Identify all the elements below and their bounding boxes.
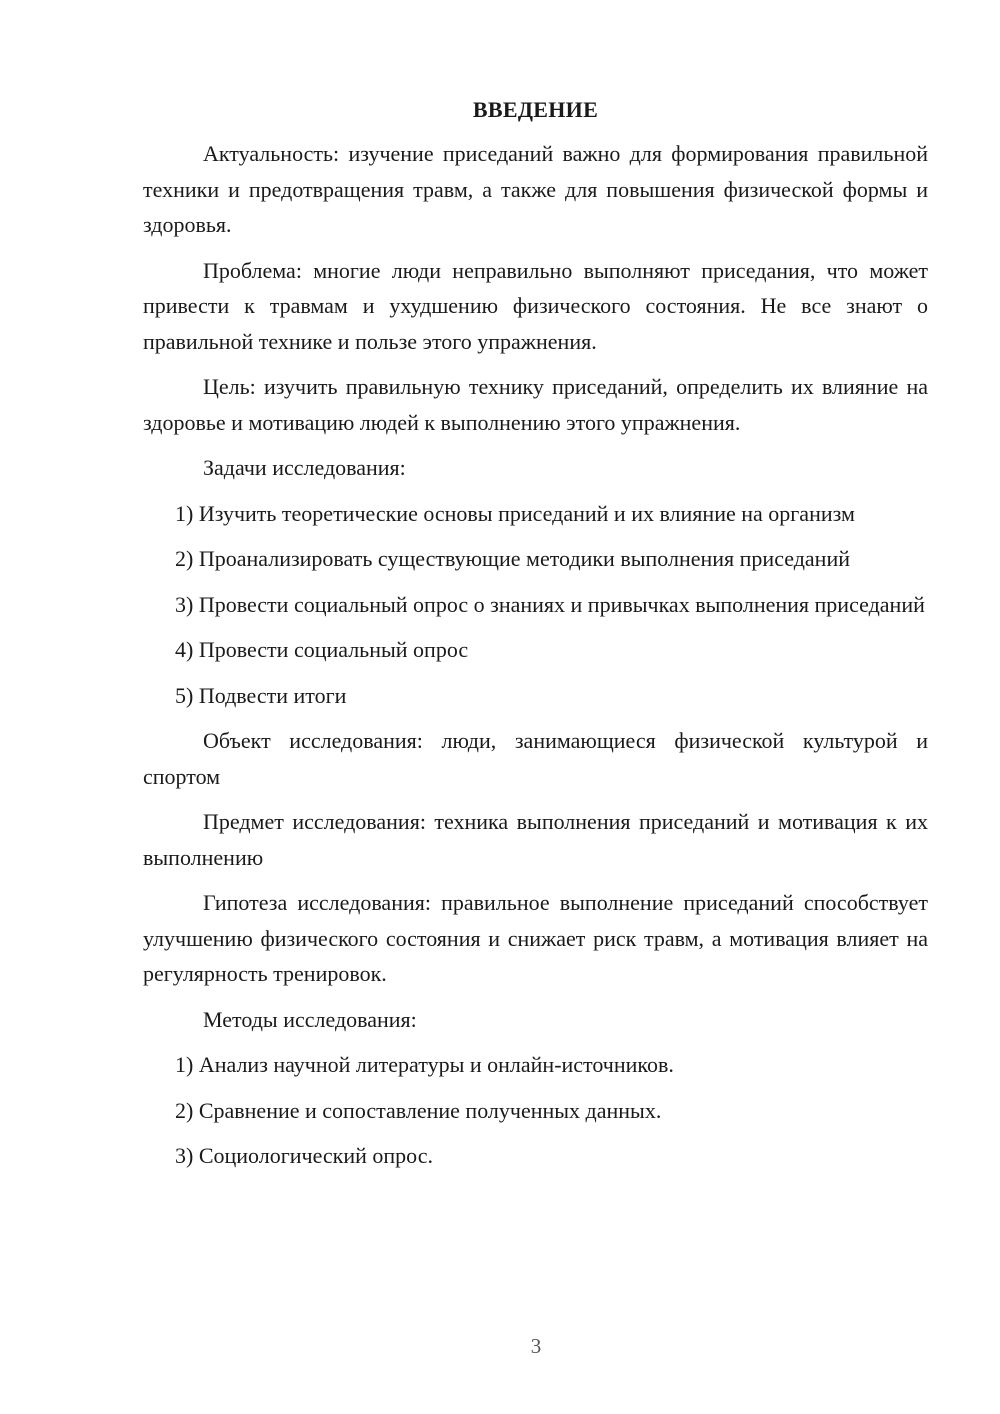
page-number: 3 [530, 1334, 542, 1358]
tasks-heading: Задачи исследования: [203, 455, 406, 480]
task-item-4: 4) Провести социальный опрос [175, 637, 469, 662]
goal-paragraph: Цель: изучить правильную технику приседаний, определить их влияние на здоровье и мотивацию людей к выполнению этого упражнения. [143, 374, 928, 435]
relevance-paragraph: Актуальность: изучение приседаний важно для формирования правильной техники и предотвращения травм, а также для повышения физической формы и здоровья. [143, 141, 928, 237]
object-paragraph: Объект исследования: люди, занимающиеся физической культурой и спортом [143, 728, 928, 789]
document-page [143, 92, 928, 1184]
hypothesis-paragraph: Гипотеза исследования: правильное выполнение приседаний способствует улучшению физического состояния и снижает риск травм, а мотивация влияет на регулярность тренировок. [143, 890, 928, 986]
subject-paragraph: Предмет исследования: техника выполнения приседаний и мотивация к их выполнению [143, 809, 928, 870]
methods-heading: Методы исследования: [203, 1006, 417, 1032]
task-item-1: 1) Изучить теоретические основы приседаний и их влияние на организм [175, 500, 855, 526]
section-title: ВВЕДЕНИЕ [472, 97, 599, 122]
task-item-2: 2) Проанализировать существующие методики выполнения приседаний [175, 546, 850, 571]
task-item-3: 3) Провести социальный опрос о знаниях и привычках выполнения приседаний [175, 591, 925, 617]
task-item-5: 5) Подвести итоги [175, 682, 347, 708]
method-item-3: 3) Социологический опрос. [175, 1143, 433, 1168]
method-item-2: 2) Сравнение и сопоставление полученных данных. [175, 1097, 662, 1123]
method-item-1: 1) Анализ научной литературы и онлайн-источников. [175, 1052, 674, 1077]
problem-paragraph: Проблема: многие люди неправильно выполняют приседания, что может привести к травмам и ухудшению физического состояния. Не все знают о правильной технике и пользе этого упражнения. [143, 257, 928, 354]
